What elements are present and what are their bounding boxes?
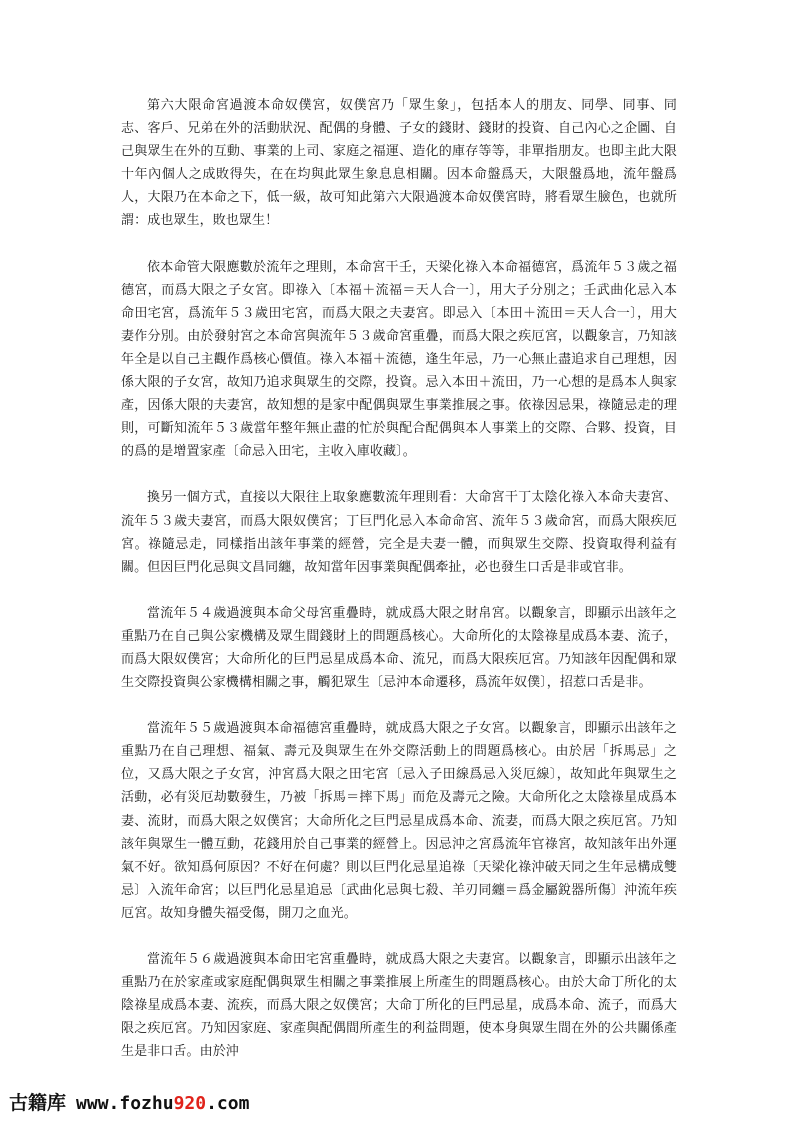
- site-name: 古籍库: [9, 1092, 67, 1114]
- document-body: [121, 94, 677, 1063]
- paragraph-1: 第六大限命宮過渡本命奴僕宮，奴僕宮乃「眾生象」，包括本人的朋友、同學、同事、同志、客戶、兄弟在外的活動狀況、配偶的身體、子女的錢財、錢財的投資、自己內心之企圖、自己與眾生在外的互動、事業的上司、家庭之福運、造化的庫存等等，非單指朋友。也即主此大限十年內個人之成敗得失，在在均與此眾生象息息相關。因本命盤爲天，大限盤爲地，流年盤爲人，大限乃在本命之下，低一級，故可知此第六大限過渡本命奴僕宮時，將看眾生臉色，也就所謂：成也眾生，敗也眾生！: [121, 98, 677, 229]
- paragraph-2: 依本命管大限應數於流年之理則，本命宮干壬，天梁化祿入本命福德宮，爲流年５３歲之福德宮，而爲大限之子女宮。即祿入〔本福＋流福＝天人合一〕，用大子分別之；壬武曲化忌入本命田宅宮，爲流年５３歲田宅宮，而爲大限之夫妻宮。即忌入〔本田＋流田＝天人合一〕，用大妻作分別。由於發射宮之本命宮與流年５３歲命宮重疊，而爲大限之疾厄宮，以觀象言，乃知該年全是以自己主觀作爲核心價值。祿入本福＋流德，逢生年忌，乃一心無止盡追求自己理想，因係大限的子女宮，故知乃追求與眾生的交際，投資。忌入本田＋流田，乃一心想的是爲本人與家產，因係大限的夫妻宮，故知想的是家中配偶與眾生事業推展之事。依祿因忌果，祿隨忌走的理則，可斷知流年５３歲當年整年無止盡的忙於與配合配偶與本人事業上的交際、合夥、投資，目的爲的是增置家產〔命忌入田宅，主收入庫收藏〕。: [121, 259, 677, 460]
- site-url-prefix: www.fozhu: [76, 1093, 174, 1114]
- paragraph-6: 當流年５６歲過渡與本命田宅宮重疊時，就成爲大限之夫妻宮。以觀象言，即顯示出該年之重點乃在於家產或家庭配偶與眾生相關之事業推展上所產生的問題爲核心。由於大命丁所化的太陰祿星成爲本妻、流疾，而爲大限之奴僕宮；大命丁所化的巨門忌星，成爲本命、流子，而爲大限之疾厄宮。乃知因家庭、家產與配偶間所產生的利益問題，使本身與眾生間在外的公共關係產生是非口舌。由於沖: [121, 952, 677, 1060]
- site-url-suffix: .com: [206, 1093, 250, 1114]
- site-watermark: [9, 1088, 249, 1114]
- paragraph-3: 換另一個方式，直接以大限往上取象應數流年理則看：大命宮干丁太陰化祿入本命夫妻宮、流年５３歲夫妻宮，而爲大限奴僕宮；丁巨門化忌入本命命宮、流年５３歲命宮，而爲大限疾厄宮。祿隨忌走，同樣指出該年事業的經營，完全是夫妻一體，而與眾生交際、投資取得利益有關。但因巨門化忌與文昌同纏，故知當年因事業與配偶牽扯，必也發生口舌是非或官非。: [121, 490, 677, 575]
- site-url[interactable]: [76, 1093, 249, 1114]
- paragraph-4: 當流年５４歲過渡與本命父母宮重疊時，就成爲大限之財帛宮。以觀象言，即顯示出該年之重點乃在自己與公家機構及眾生間錢財上的問題爲核心。大命所化的太陰祿星成爲本妻、流子，而爲大限奴僕宮；大命所化的巨門忌星成爲本命、流兄，而爲大限疾厄宮。乃知該年因配偶和眾生交際投資與公家機構相關之事，觸犯眾生〔忌沖本命遷移，爲流年奴僕〕，招惹口舌是非。: [121, 605, 677, 691]
- site-url-number: 920: [173, 1093, 207, 1114]
- paragraph-5: 當流年５５歲過渡與本命福德宮重疊時，就成爲大限之子女宮。以觀象言，即顯示出該年之重點乃在自己理想、福氣、壽元及與眾生在外交際活動上的問題爲核心。由於居「拆馬忌」之位，又爲大限之子女宮，沖宮爲大限之田宅宮〔忌入子田線爲忌入災厄線〕，故知此年與眾生之活動，必有災厄劫數發生，乃被「拆馬＝摔下馬」而危及壽元之險。大命所化之太陰祿星成爲本妻、流財，而爲大限之奴僕宮；大命所化之巨門忌星成爲本命、流妻，而爲大限之疾厄宮。乃知該年與眾生一體互動，花錢用於自己事業的經營上。因忌沖之宮爲流年官祿宮，故知該年出外運氣不好。欲知爲何原因？不好在何處？則以巨門化忌星追祿〔天梁化祿沖破天同之生年忌構成雙忌〕入流年命宮；以巨門化忌星追忌〔武曲化忌與七殺、羊刃同纏＝爲金屬銳器所傷〕沖流年疾厄宮。故知身體失福受傷，開刀之血光。: [121, 721, 677, 921]
